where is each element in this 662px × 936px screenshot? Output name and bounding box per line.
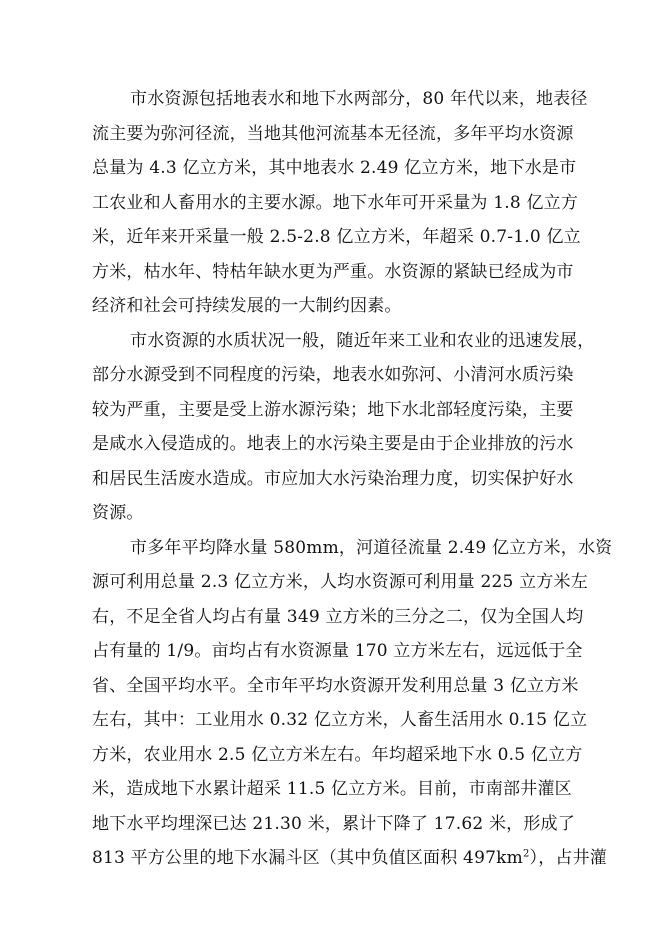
- document-body: [92, 82, 612, 876]
- text-line: 市水资源的水质状况一般，随近年来工业和农业的迅速发展，: [130, 330, 595, 351]
- text-line: 左右，其中：工业用水 0.32 亿立方米，人畜生活用水 0.15 亿立: [92, 710, 588, 730]
- text-fragment: 813 平方公里的地下水漏斗区（其中负值区面积 497km: [92, 848, 523, 868]
- text-line: 米，造成地下水累计超采 11.5 亿立方米。目前，市南部井灌区: [92, 779, 572, 799]
- text-line: 流主要为弥河径流，当地其他河流基本无径流，多年平均水资源: [92, 123, 574, 144]
- paragraph-water-resources-overview: [92, 82, 612, 324]
- text-line: 市水资源包括地表水和地下水两部分，80 年代以来，地表径: [130, 89, 588, 109]
- text-line: 方米，枯水年、特枯年缺水更为严重。水资源的紧缺已经成为市: [92, 261, 574, 282]
- text-line: 右，不足全省人均占有量 349 立方米的三分之二，仅为全国人均: [92, 606, 584, 627]
- text-line: 部分水源受到不同程度的污染，地表水如弥河、小清河水质污染: [92, 365, 574, 385]
- text-line: 米，近年来开采量一般 2.5-2.8 亿立方米，年超采 0.7-1.0 亿立: [92, 227, 581, 247]
- text-line: 较为严重，主要是受上游水源污染；地下水北部轻度污染，主要: [92, 399, 574, 420]
- text-line: 资源。: [92, 503, 144, 523]
- text-line: 地下水平均埋深已达 21.30 米，累计下降了 17.62 米，形成了: [92, 813, 575, 834]
- paragraph-water-quality: [92, 324, 612, 531]
- text-line: 占有量的 1/9。亩均占有水资源量 170 立方米左右，远远低于全: [92, 641, 583, 661]
- text-line: 方米，农业用水 2.5 亿立方米左右。年均超采地下水 0.5 亿立方: [92, 744, 583, 765]
- text-line: 总量为 4.3 亿立方米，其中地表水 2.49 亿立方米，地下水是市: [92, 158, 577, 178]
- text-line: 是咸水入侵造成的。地表上的水污染主要是由于企业排放的污水: [92, 434, 574, 454]
- text-line: 市多年平均降水量 580mm，河道径流量 2.49 亿立方米，水资: [130, 537, 613, 558]
- text-fragment: ），占井灌: [529, 848, 607, 868]
- paragraph-precipitation-and-usage: [92, 531, 612, 876]
- text-line: 源可利用总量 2.3 亿立方米，人均水资源可利用量 225 立方米左: [92, 572, 588, 592]
- text-line: 经济和社会可持续发展的一大制约因素。: [92, 296, 402, 316]
- text-line: 省、全国平均水平。全市年平均水资源开发利用总量 3 亿立方米: [92, 675, 579, 696]
- text-line-last: [92, 841, 612, 876]
- text-line: 工农业和人畜用水的主要水源。地下水年可开采量为 1.8 亿立方: [92, 192, 579, 213]
- text-line: 和居民生活废水造成。市应加大水污染治理力度，切实保护好水: [92, 468, 574, 489]
- superscript: 2: [522, 848, 530, 860]
